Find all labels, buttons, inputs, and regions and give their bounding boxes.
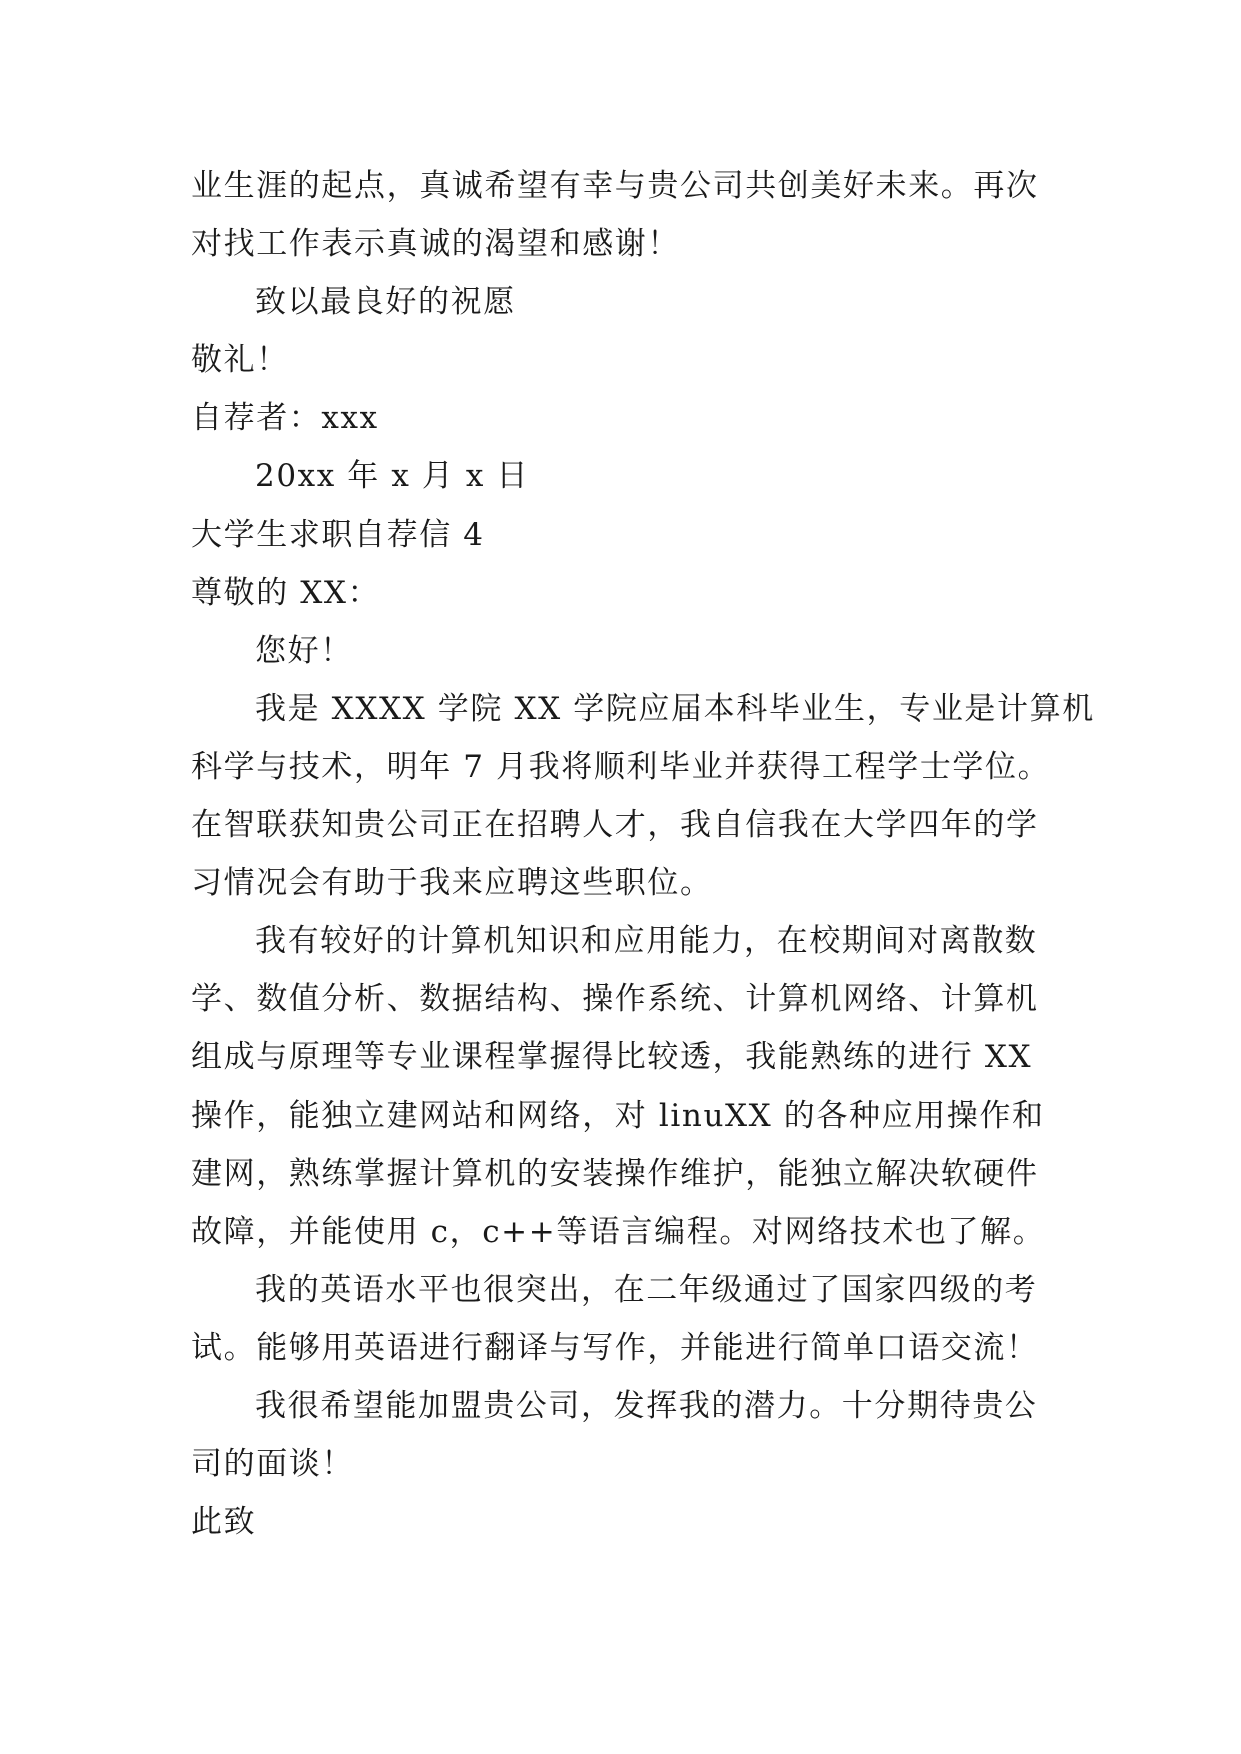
text-line: 我的英语水平也很突出，在二年级通过了国家四级的考 (255, 1271, 1038, 1308)
text-line: 故障，并能使用 c，c++等语言编程。对网络技术也了解。 (191, 1213, 1046, 1250)
text-line: 业生涯的起点，真诚希望有幸与贵公司共创美好未来。再次 (191, 168, 1039, 204)
salutation-respect: 敬礼！ (191, 342, 289, 379)
text-line: 我有较好的计算机知识和应用能力，在校期间对离散数 (255, 923, 1038, 960)
section-title: 大学生求职自荐信 4 (191, 516, 485, 553)
text-line: 科学与技术，明年 7 月我将顺利毕业并获得工程学士学位。 (191, 748, 1051, 785)
closing-wish: 致以最良好的祝愿 (255, 284, 516, 321)
text-line: 学、数值分析、数据结构、操作系统、计算机网络、计算机 (191, 981, 1039, 1018)
text-line: 我很希望能加盟贵公司，发挥我的潜力。十分期待贵公 (255, 1387, 1038, 1424)
signature-line: 自荐者：xxx (191, 400, 379, 437)
text-line: 在智联获知贵公司正在招聘人才，我自信我在大学四年的学 (191, 807, 1039, 844)
greeting-recipient: 尊敬的 XX： (191, 574, 381, 611)
text-line: 组成与原理等专业课程掌握得比较透，我能熟练的进行 XX (191, 1039, 1033, 1076)
text-line: 习情况会有助于我来应聘这些职位。 (191, 865, 713, 902)
text-line: 我是 XXXX 学院 XX 学院应届本科毕业生，专业是计算机 (255, 690, 1095, 727)
text-line: 司的面谈！ (191, 1446, 354, 1483)
greeting-hello: 您好！ (255, 632, 353, 669)
text-line: 试。能够用英语进行翻译与写作，并能进行简单口语交流！ (191, 1329, 1039, 1366)
text-line: 对找工作表示真诚的渴望和感谢！ (191, 226, 680, 263)
text-line: 建网，熟练掌握计算机的安装操作维护，能独立解决软硬件 (191, 1155, 1039, 1192)
date-line: 20xx 年 x 月 x 日 (255, 458, 530, 495)
closing-line: 此致 (191, 1504, 257, 1541)
letter-body (191, 157, 1095, 1551)
text-line: 操作，能独立建网站和网络，对 linuXX 的各种应用操作和 (191, 1097, 1045, 1134)
